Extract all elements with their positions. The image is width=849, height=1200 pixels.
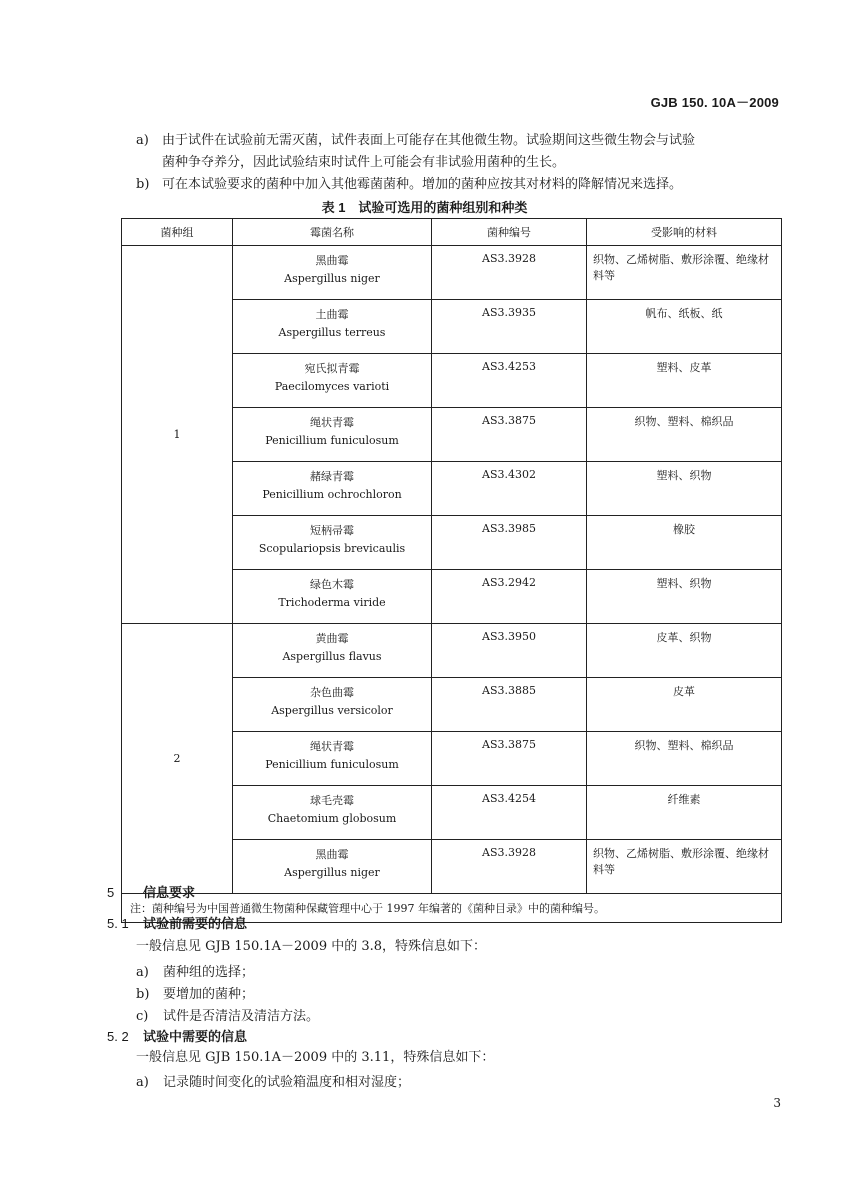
strain-code-cell: AS3.4302 — [432, 462, 587, 516]
section-5-1-intro: 一般信息见 GJB 150.1A－2009 中的 3.8，特殊信息如下： — [136, 939, 487, 954]
fungus-name-cell — [233, 624, 432, 678]
item-text-line1: 可在本试验要求的菌种中加入其他霉菌菌种。增加的菌种应按其对材料的降解情况来选择。 — [162, 177, 683, 192]
strain-code-cell: AS3.3885 — [432, 678, 587, 732]
fungus-latin-name: Aspergillus niger — [284, 866, 380, 879]
item-mark: a) — [136, 1075, 149, 1090]
strain-code-cell: AS3.3935 — [432, 300, 587, 354]
intro-item-b — [136, 174, 786, 196]
strain-code-cell: AS3.3875 — [432, 732, 587, 786]
list-item — [136, 1071, 410, 1090]
fungus-cn-name: 杂色曲霉 — [310, 686, 354, 699]
strain-code-cell: AS3.3985 — [432, 516, 587, 570]
materials-cell: 皮革 — [587, 678, 782, 732]
fungus-name-cell — [233, 732, 432, 786]
fungus-cn-name: 宛氏拟青霉 — [304, 362, 360, 375]
section-title: 信息要求 — [143, 885, 196, 900]
fungus-latin-name: Aspergillus versicolor — [271, 704, 393, 717]
standard-code: GJB 150. 10A－2009 — [650, 95, 779, 110]
materials-cell: 纤维素 — [587, 786, 782, 840]
section-5-2-heading — [107, 1026, 247, 1045]
list-item — [136, 1005, 319, 1024]
fungus-latin-name: Trichoderma viride — [278, 596, 386, 609]
fungus-cn-name: 赭绿青霉 — [310, 470, 354, 483]
fungus-name-cell — [233, 462, 432, 516]
fungus-latin-name: Aspergillus niger — [284, 272, 380, 285]
section-5-heading — [107, 882, 195, 901]
item-text: 试件是否清洁及清洁方法。 — [163, 1009, 320, 1024]
page-number: 3 — [773, 1096, 781, 1110]
table-row — [122, 246, 782, 300]
intro-item-a — [136, 130, 786, 174]
strain-code-cell: AS3.4254 — [432, 786, 587, 840]
section-title: 试验中需要的信息 — [143, 1029, 248, 1044]
group-cell: 2 — [122, 624, 233, 894]
section-number: 5. 2 — [107, 1029, 129, 1044]
item-mark: b) — [136, 177, 150, 192]
fungus-latin-name: Penicillium funiculosum — [265, 434, 399, 447]
fungi-table — [121, 218, 782, 923]
fungus-name-cell — [233, 840, 432, 894]
item-mark: b) — [136, 987, 150, 1002]
fungus-name-cell — [233, 570, 432, 624]
fungus-cn-name: 球毛壳霉 — [310, 794, 354, 807]
section-number: 5. 1 — [107, 916, 129, 931]
fungus-cn-name: 绳状青霉 — [310, 740, 354, 753]
item-mark: a) — [136, 133, 149, 148]
strain-code-cell: AS3.2942 — [432, 570, 587, 624]
fungus-cn-name: 绳状青霉 — [310, 416, 354, 429]
header-strain-code: 菌种编号 — [432, 219, 587, 246]
fungus-latin-name: Aspergillus terreus — [278, 326, 386, 339]
list-item — [136, 983, 254, 1002]
header-materials: 受影响的材料 — [587, 219, 782, 246]
item-text-line2: 菌种争夺养分，因此试验结束时试件上可能会有非试验用菌种的生长。 — [162, 155, 566, 170]
fungus-latin-name: Penicillium funiculosum — [265, 758, 399, 771]
materials-cell: 织物、塑料、棉织品 — [587, 408, 782, 462]
fungus-cn-name: 土曲霉 — [315, 308, 349, 321]
strain-code-cell: AS3.3928 — [432, 840, 587, 894]
fungus-name-cell — [233, 516, 432, 570]
table-row — [122, 624, 782, 678]
item-text: 记录随时间变化的试验箱温度和相对湿度； — [163, 1075, 411, 1090]
group-cell: 1 — [122, 246, 233, 624]
item-mark: a) — [136, 965, 149, 980]
fungus-name-cell — [233, 246, 432, 300]
materials-cell: 塑料、织物 — [587, 462, 782, 516]
fungus-latin-name: Aspergillus flavus — [282, 650, 382, 663]
fungus-cn-name: 黄曲霉 — [315, 632, 349, 645]
materials-cell: 帆布、纸板、纸 — [587, 300, 782, 354]
section-title: 试验前需要的信息 — [143, 916, 248, 931]
strain-code-cell: AS3.3928 — [432, 246, 587, 300]
fungus-name-cell — [233, 300, 432, 354]
materials-cell: 织物、乙烯树脂、敷形涂覆、绝缘材料等 — [587, 840, 782, 894]
materials-cell: 塑料、织物 — [587, 570, 782, 624]
header-fungus-name: 霉菌名称 — [233, 219, 432, 246]
strain-code-cell: AS3.3875 — [432, 408, 587, 462]
fungus-latin-name: Scopulariopsis brevicaulis — [258, 542, 406, 555]
header-group: 菌种组 — [122, 219, 233, 246]
item-text: 菌种组的选择； — [163, 965, 255, 980]
table-caption: 表 1 试验可选用的菌种组别和种类 — [321, 200, 528, 215]
section-5-2-intro: 一般信息见 GJB 150.1A－2009 中的 3.11，特殊信息如下： — [136, 1050, 495, 1065]
list-item — [136, 961, 254, 980]
fungus-cn-name: 短柄帚霉 — [310, 524, 354, 537]
fungus-name-cell — [233, 678, 432, 732]
fungus-latin-name: Chaetomium globosum — [267, 812, 397, 825]
fungus-latin-name: Penicillium ochrochloron — [262, 488, 402, 501]
fungus-cn-name: 黑曲霉 — [315, 254, 349, 267]
item-mark: c) — [136, 1009, 149, 1024]
section-number: 5 — [107, 885, 115, 900]
materials-cell: 皮革、织物 — [587, 624, 782, 678]
fungus-name-cell — [233, 408, 432, 462]
item-text: 要增加的菌种； — [163, 987, 255, 1002]
fungus-cn-name: 绿色木霉 — [310, 578, 354, 591]
materials-cell: 织物、乙烯树脂、敷形涂覆、绝缘材料等 — [587, 246, 782, 300]
item-text-line1: 由于试件在试验前无需灭菌，试件表面上可能存在其他微生物。试验期间这些微生物会与试验 — [162, 133, 696, 148]
fungus-name-cell — [233, 786, 432, 840]
table-header-row — [122, 219, 782, 246]
materials-cell: 塑料、皮革 — [587, 354, 782, 408]
table-note: 注：菌种编号为中国普通微生物菌种保藏管理中心于 1997 年编著的《菌种目录》中的菌种编号。 — [122, 894, 782, 923]
section-5-1-heading — [107, 913, 247, 932]
fungus-cn-name: 黑曲霉 — [315, 848, 349, 861]
fungus-name-cell — [233, 354, 432, 408]
strain-code-cell: AS3.3950 — [432, 624, 587, 678]
materials-cell: 织物、塑料、棉织品 — [587, 732, 782, 786]
strain-code-cell: AS3.4253 — [432, 354, 587, 408]
materials-cell: 橡胶 — [587, 516, 782, 570]
fungus-latin-name: Paecilomyces varioti — [274, 380, 390, 393]
